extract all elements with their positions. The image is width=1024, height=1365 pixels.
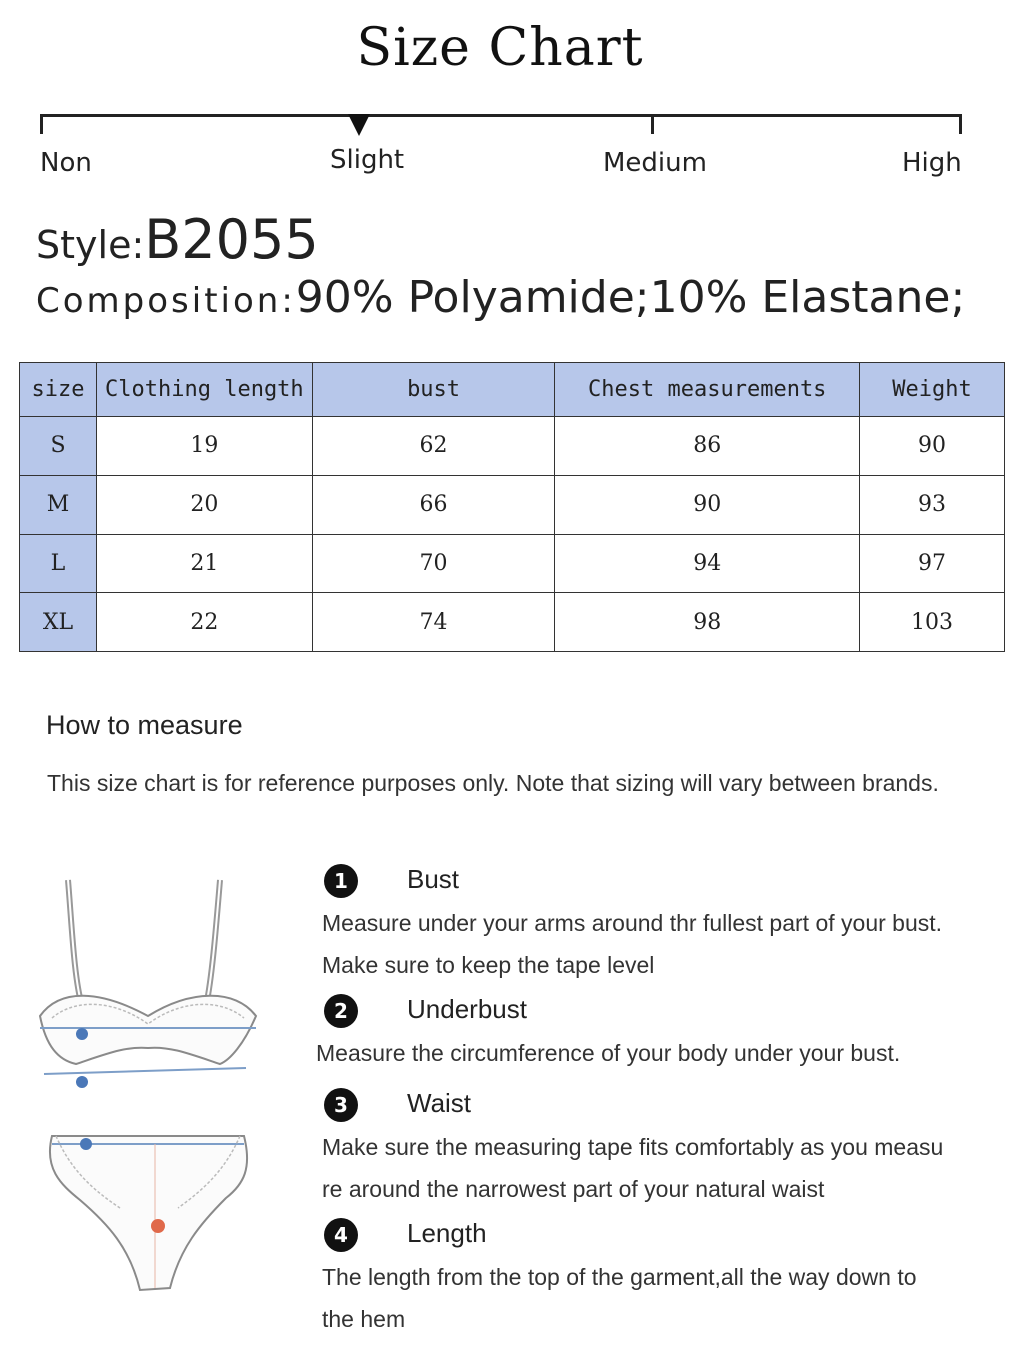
table-cell: 74 (312, 593, 555, 652)
step-description-cont: re around the narrowest part of your natural waist (322, 1176, 825, 1202)
number-3-icon: 3 (324, 1088, 358, 1122)
table-cell: 22 (96, 593, 312, 652)
table-cell: 66 (312, 475, 555, 534)
scale-label-high: High (902, 148, 962, 178)
table-cell: 62 (312, 417, 555, 476)
table-cell: 93 (860, 475, 1005, 534)
table-cell: 90 (555, 475, 860, 534)
step-waist (316, 1088, 1006, 1210)
step-length (316, 1218, 1006, 1340)
table-cell: 86 (555, 417, 860, 476)
step-bust (316, 864, 1006, 986)
table-cell: 19 (96, 417, 312, 476)
scale-tick-high (959, 114, 962, 134)
step-title: Bust (407, 864, 460, 894)
step-title: Underbust (407, 994, 527, 1024)
composition-line (36, 272, 965, 323)
table-cell: 20 (96, 475, 312, 534)
reference-note: This size chart is for reference purposes only. Note that sizing will vary between brands. (47, 770, 939, 796)
scale-label-slight: Slight (330, 145, 405, 175)
step-description: Make sure the measuring tape fits comfortably as you measu (322, 1134, 944, 1160)
style-line (36, 208, 319, 271)
table-cell: 70 (312, 534, 555, 593)
size-table (19, 362, 1005, 652)
step-description: The length from the top of the garment,all the way down to (322, 1264, 917, 1290)
step-title: Waist (407, 1088, 472, 1118)
size-cell: S (20, 417, 97, 476)
scale-label-non: Non (40, 148, 92, 178)
table-row (20, 475, 1005, 534)
table-row (20, 593, 1005, 652)
step-title: Length (407, 1218, 487, 1248)
table-row (20, 417, 1005, 476)
table-cell: 90 (860, 417, 1005, 476)
table-cell: 94 (555, 534, 860, 593)
composition-label: Composition: (36, 281, 296, 321)
stretch-scale (40, 112, 964, 192)
table-cell: 21 (96, 534, 312, 593)
bikini-measurement-diagram-icon (30, 868, 270, 1318)
header-clothing-length: Clothing length (96, 363, 312, 417)
step-description: Measure the circumference of your body under your bust. (316, 1040, 901, 1066)
table-row (20, 534, 1005, 593)
header-weight: Weight (860, 363, 1005, 417)
composition-value: 90% Polyamide;10% Elastane; (295, 272, 966, 323)
step-description: Measure under your arms around thr fullest part of your bust. (322, 910, 943, 936)
style-value: B2055 (144, 208, 319, 271)
scale-label-medium: Medium (603, 148, 707, 178)
step-description-cont: the hem (322, 1306, 406, 1332)
size-cell: XL (20, 593, 97, 652)
style-label: Style: (36, 223, 145, 267)
table-cell: 103 (860, 593, 1005, 652)
header-size: size (20, 363, 97, 417)
table-header-row (20, 363, 1005, 417)
step-description-cont: Make sure to keep the tape level (322, 952, 655, 978)
scale-pointer-icon (348, 114, 370, 136)
number-4-icon: 4 (324, 1218, 358, 1252)
table-cell: 97 (860, 534, 1005, 593)
table-cell: 98 (555, 593, 860, 652)
page-title: Size Chart (356, 18, 644, 78)
header-chest-measurements: Chest measurements (555, 363, 860, 417)
header-bust: bust (312, 363, 555, 417)
size-cell: L (20, 534, 97, 593)
scale-tick-medium (651, 114, 654, 134)
how-to-measure-title: How to measure (46, 710, 243, 740)
size-cell: M (20, 475, 97, 534)
step-underbust (316, 994, 1006, 1074)
scale-tick-non (40, 114, 43, 134)
number-2-icon: 2 (324, 994, 358, 1028)
number-1-icon: 1 (324, 864, 358, 898)
scale-line (42, 114, 962, 117)
